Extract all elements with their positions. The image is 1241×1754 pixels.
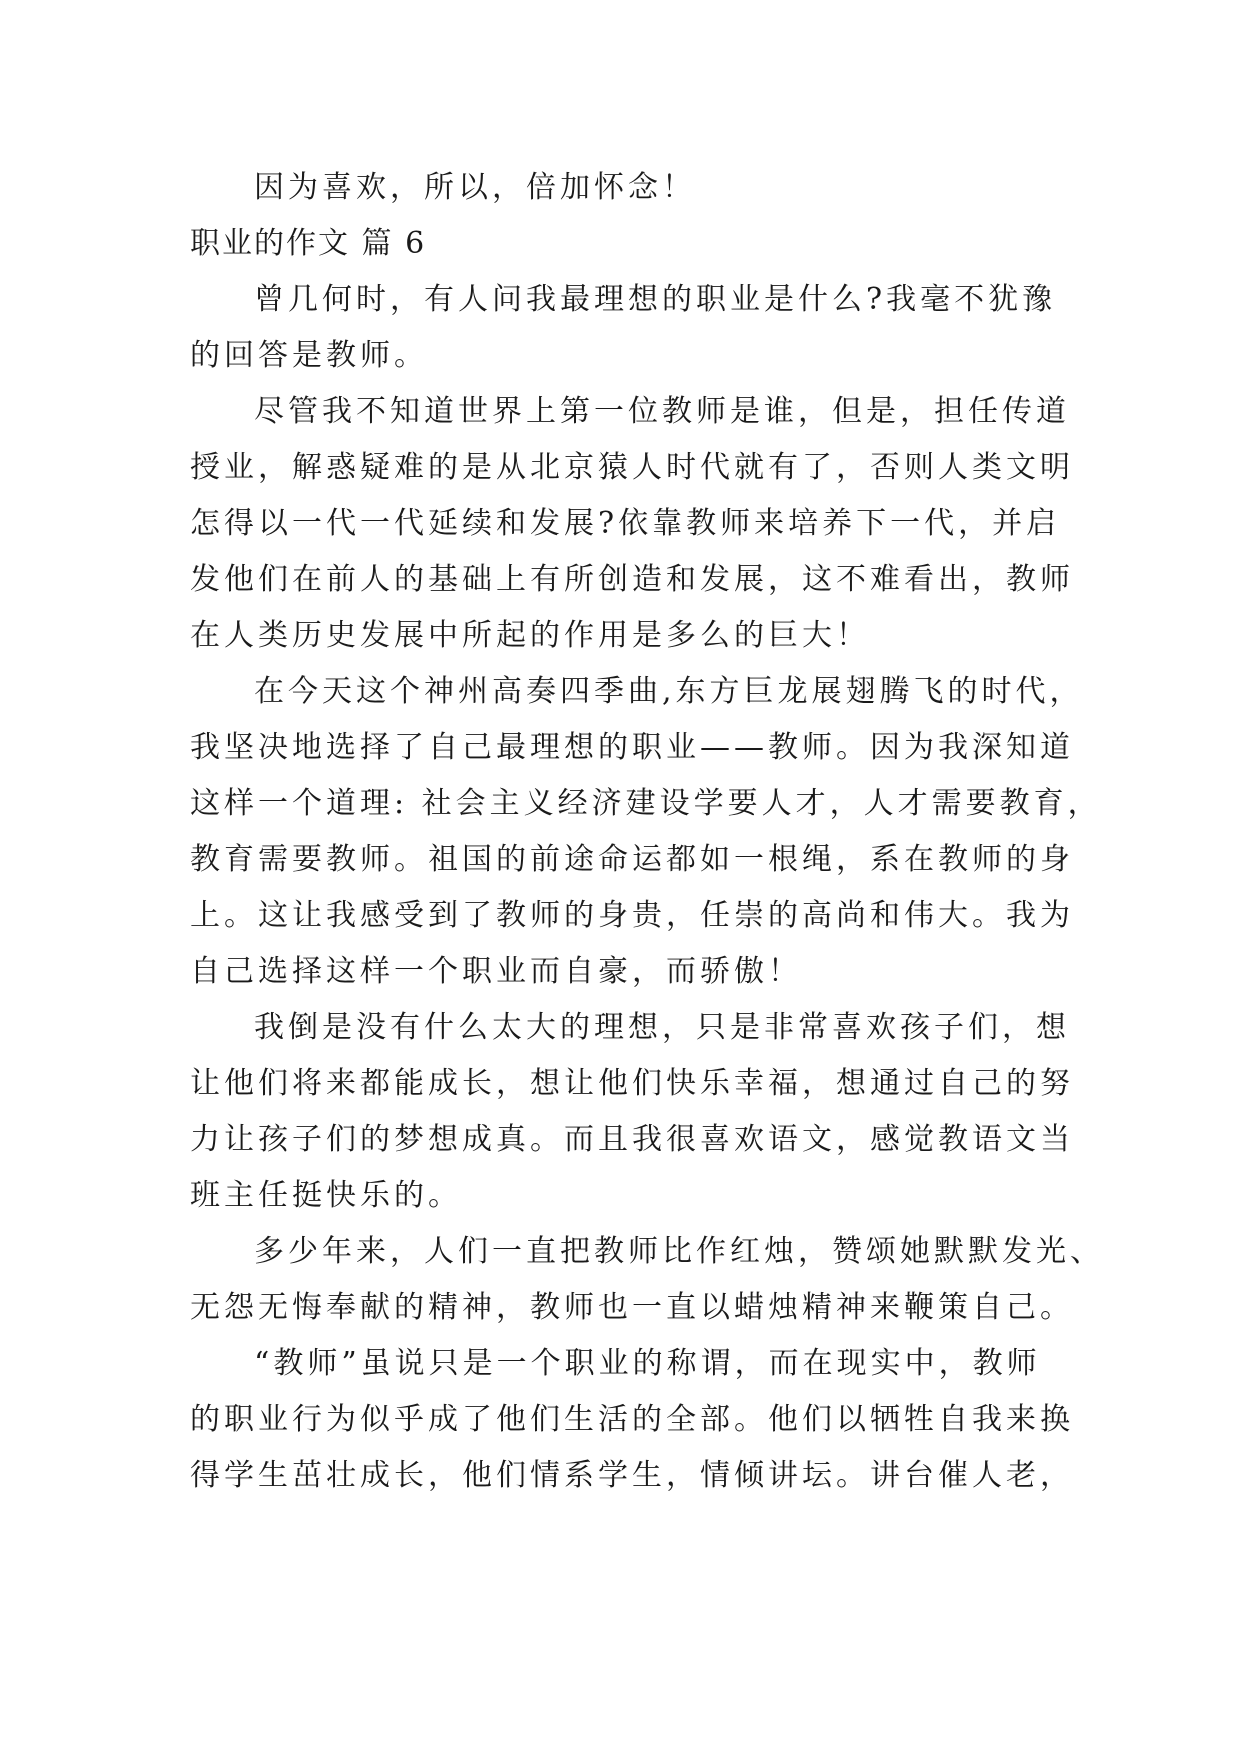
paragraph-line: 无怨无悔奉献的精神，教师也一直以蜡烛精神来鞭策自己。 <box>190 1290 1074 1325</box>
paragraph-line: 自己选择这样一个职业而自豪，而骄傲！ <box>190 954 802 989</box>
paragraph-line: 得学生茁壮成长，他们情系学生，情倾讲坛。讲台催人老， <box>190 1458 1074 1493</box>
paragraph-1 <box>190 272 1060 384</box>
paragraph-line: 尽管我不知道世界上第一位教师是谁，但是，担任传道 <box>254 394 1070 429</box>
paragraph-line: 的职业行为似乎成了他们生活的全部。他们以牺牲自我来换 <box>190 1402 1074 1437</box>
paragraph-line: 授业，解惑疑难的是从北京猿人时代就有了，否则人类文明 <box>190 450 1074 485</box>
intro-line: 因为喜欢，所以，倍加怀念！ <box>254 170 696 205</box>
section-title: 职业的作文 篇 6 <box>190 226 427 261</box>
paragraph-2 <box>190 384 1074 664</box>
paragraph-line: 在今天这个神州高奏四季曲,东方巨龙展翅腾飞的时代， <box>254 674 1084 709</box>
paragraph-line: 教育需要教师。祖国的前途命运都如一根绳，系在教师的身 <box>190 842 1074 877</box>
paragraph-3 <box>190 664 1102 1000</box>
paragraph-line: 我倒是没有什么太大的理想，只是非常喜欢孩子们，想 <box>254 1010 1070 1045</box>
paragraph-line: 让他们将来都能成长，想让他们快乐幸福，想通过自己的努 <box>190 1066 1074 1101</box>
paragraph-5 <box>190 1224 1104 1336</box>
paragraph-line: 这样一个道理: 社会主义经济建设学要人才，人才需要教育， <box>190 786 1102 821</box>
paragraph-line: “教师”虽说只是一个职业的称谓，而在现实中，教师 <box>254 1346 1041 1381</box>
paragraph-line: 发他们在前人的基础上有所创造和发展，这不难看出，教师 <box>190 562 1074 597</box>
paragraph-line: 我坚决地选择了自己最理想的职业——教师。因为我深知道 <box>190 730 1074 765</box>
paragraph-line: 上。这让我感受到了教师的身贵，任崇的高尚和伟大。我为 <box>190 898 1074 933</box>
paragraph-6 <box>190 1336 1074 1504</box>
paragraph-4 <box>190 1000 1074 1224</box>
paragraph-line: 力让孩子们的梦想成真。而且我很喜欢语文，感觉教语文当 <box>190 1122 1074 1157</box>
paragraph-line: 多少年来，人们一直把教师比作红烛，赞颂她默默发光、 <box>254 1234 1104 1269</box>
paragraph-line: 怎得以一代一代延续和发展?依靠教师来培养下一代，并启 <box>190 506 1061 541</box>
paragraph-line: 班主任挺快乐的。 <box>190 1178 462 1213</box>
paragraph-line: 在人类历史发展中所起的作用是多么的巨大！ <box>190 618 870 653</box>
paragraph-line: 曾几何时，有人问我最理想的职业是什么?我毫不犹豫 <box>254 282 1057 317</box>
document-body <box>190 160 1104 1504</box>
paragraph-line: 的回答是教师。 <box>190 338 428 373</box>
